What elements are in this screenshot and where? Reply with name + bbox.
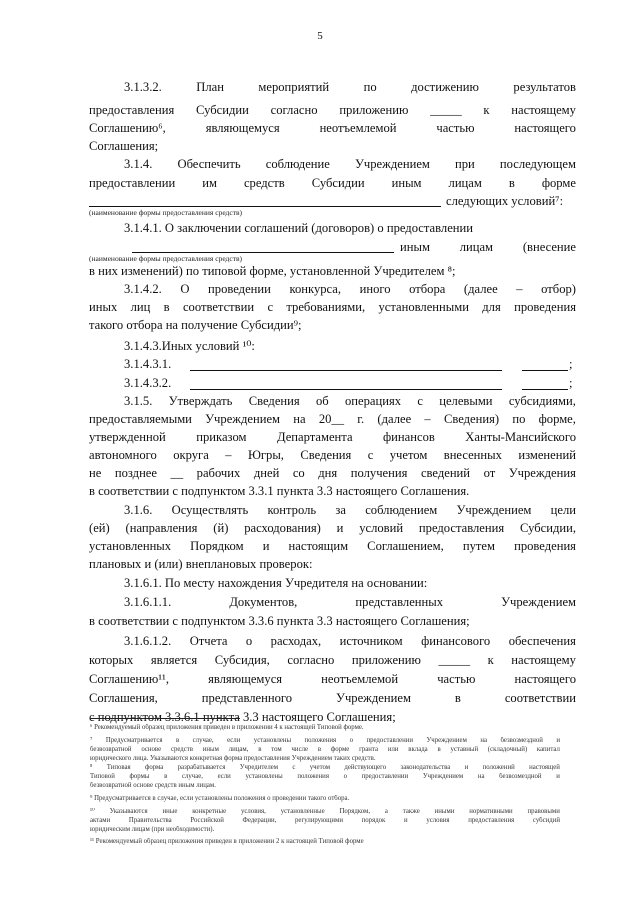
word: субсидиями, xyxy=(508,394,576,408)
word: отбор) xyxy=(541,282,576,296)
word: Федерации, xyxy=(242,817,277,824)
word: конкретные xyxy=(192,808,227,815)
word: актами xyxy=(90,817,111,824)
word: цели xyxy=(550,503,576,517)
footnote-8-line-3: безвозвратной основе средств иным лицам. xyxy=(90,782,216,789)
word: регулирующими xyxy=(295,817,343,824)
word: сведений xyxy=(420,466,471,480)
word: Соглашению¹¹, xyxy=(89,672,169,686)
word: Учреждением xyxy=(501,595,576,609)
word: Типовой xyxy=(90,773,115,780)
word: случае, xyxy=(192,737,214,744)
word: Порядком xyxy=(190,539,244,553)
word: и xyxy=(404,817,408,824)
word: Российской xyxy=(190,817,224,824)
blank-line xyxy=(89,206,441,207)
word: последующем xyxy=(499,157,576,171)
word: (внесение xyxy=(522,240,576,254)
para-3-1-4-1-line-2-end xyxy=(400,240,576,255)
word: числе xyxy=(291,746,308,753)
para-3-1-3-2-line-1 xyxy=(124,80,576,95)
word: автономного xyxy=(89,448,157,462)
word: предоставлении xyxy=(361,773,409,780)
word: условий xyxy=(359,521,404,535)
word: представленного xyxy=(201,691,293,705)
word: достижению xyxy=(411,80,479,94)
para-3-1-5-line-6: в соответствии с подпунктом 3.3.1 пункта 3.3 настоящего Соглашения. xyxy=(89,484,470,498)
para-3-1-4-3-2: 3.1.4.3.2. xyxy=(124,376,172,390)
para-3-1-4-3: 3.1.4.3.Иных условий ¹⁰: xyxy=(124,339,255,353)
para-3-1-6-line-4: плановых и (или) внеплановых проверок: xyxy=(89,557,313,571)
word: на xyxy=(477,773,485,780)
word: к xyxy=(483,103,490,117)
blank-line xyxy=(190,389,502,390)
footnote-8-line-1 xyxy=(90,764,560,772)
word: 3.1.4.2. xyxy=(124,282,162,296)
word: по xyxy=(512,412,526,426)
word: иными xyxy=(434,808,455,815)
para-3-1-4-3-1: 3.1.4.3.1. xyxy=(124,357,172,371)
word: Учредителем xyxy=(239,764,279,771)
word: положения xyxy=(297,773,329,780)
footnote-10-line-1 xyxy=(90,808,560,816)
word: (складочный) xyxy=(487,746,528,753)
word: в xyxy=(163,300,170,314)
word: в xyxy=(508,176,515,190)
word: 3.1.6.1.2. xyxy=(124,634,172,648)
blank-line xyxy=(132,252,394,253)
para-3-1-3-2-line-4: Соглашения; xyxy=(89,139,159,153)
word: форма xyxy=(144,764,164,771)
para-3-1-6-1-1-line-1 xyxy=(124,595,576,610)
word: дня xyxy=(318,466,338,480)
word: соблюдением xyxy=(365,503,438,517)
word: Соглашения, xyxy=(89,691,158,705)
word: том xyxy=(271,746,282,753)
footnote-7-line-3: юридического лица. Указываются конкретная форма предоставления Учреждением таких средств. xyxy=(90,755,376,762)
word: безвозмездной xyxy=(499,773,542,780)
word: Субсидия, xyxy=(214,653,270,667)
word: – xyxy=(424,412,431,426)
word: с xyxy=(367,448,374,462)
word: финансового xyxy=(421,634,491,648)
word: средств xyxy=(243,176,285,190)
word: и xyxy=(336,521,344,535)
para-3-1-4-1-line-3: в них изменений) по типовой форме, установленной Учредителем ⁸; xyxy=(89,264,456,278)
word: Обеспечить xyxy=(177,157,241,171)
para-3-1-6-line-3 xyxy=(89,539,576,554)
word: __ xyxy=(170,466,184,480)
word: конкурса, xyxy=(289,282,342,296)
word: гранта xyxy=(359,746,378,753)
word: которых xyxy=(89,653,134,667)
blank-line xyxy=(190,370,502,371)
word: условия xyxy=(426,817,450,824)
word: а xyxy=(384,808,388,815)
word: учетом xyxy=(309,764,331,771)
word: Учреждением xyxy=(205,412,281,426)
word: вклада xyxy=(408,746,428,753)
word: 20__ xyxy=(318,412,345,426)
word: Субсидии, xyxy=(519,521,576,535)
word: настоящему xyxy=(511,653,576,667)
word: являющемуся xyxy=(208,672,283,686)
word: настоящей xyxy=(529,764,560,771)
word: иным xyxy=(202,746,219,753)
word: также xyxy=(402,808,420,815)
word: форме xyxy=(541,176,576,190)
word: Отчета xyxy=(189,634,228,648)
para-3-1-4-line-2 xyxy=(89,176,576,191)
word: если xyxy=(217,773,231,780)
word: субсидий xyxy=(532,817,560,824)
para-3-1-6-1: 3.1.6.1. По месту нахождения Учредителя на основании: xyxy=(124,576,428,590)
word: округа xyxy=(173,448,209,462)
para-3-1-4-line-3-end: следующих условий⁷: xyxy=(446,194,564,208)
word: Сведения xyxy=(248,394,300,408)
para-3-1-6-line-2 xyxy=(89,521,576,536)
word: неотъемлемой xyxy=(321,672,399,686)
footnote-10-line-2 xyxy=(90,817,560,825)
word: План xyxy=(196,80,224,94)
word: иных xyxy=(89,300,118,314)
word: предоставления xyxy=(468,817,515,824)
word: представленных xyxy=(355,595,444,609)
word: являющемуся xyxy=(205,121,280,135)
word: учетом xyxy=(389,448,428,462)
word: ⁷ xyxy=(90,737,93,744)
word: с xyxy=(417,394,423,408)
word: проведения xyxy=(514,300,576,314)
word: установлены xyxy=(253,737,292,744)
footnote-7-line-2 xyxy=(90,746,560,754)
word: частью xyxy=(437,672,476,686)
word: при xyxy=(455,157,475,171)
word: лицам xyxy=(448,176,482,190)
word: предоставляемыми xyxy=(89,412,192,426)
word: получения xyxy=(350,466,408,480)
word: Учреждением xyxy=(426,737,467,744)
word: и xyxy=(262,539,270,553)
para-3-1-3-2-line-3 xyxy=(89,121,576,136)
word: финансов xyxy=(383,430,435,444)
word: лицам xyxy=(459,240,494,254)
word: Департамента xyxy=(276,430,353,444)
word: О xyxy=(180,282,190,296)
word: формы xyxy=(129,773,150,780)
word: установленные xyxy=(280,808,325,815)
word: форме, xyxy=(538,412,576,426)
word: частью xyxy=(436,121,475,135)
word: с xyxy=(292,764,296,771)
word: по xyxy=(363,80,377,94)
word: приложению xyxy=(351,653,421,667)
para-3-1-4-2-line-2 xyxy=(89,300,576,315)
word: (далее xyxy=(463,282,498,296)
word: Югры, xyxy=(247,448,284,462)
word: настоящему xyxy=(511,103,576,117)
word: к xyxy=(487,653,494,667)
word: отбора xyxy=(409,282,446,296)
word: лицам, xyxy=(228,746,249,753)
word: расходования) xyxy=(244,521,321,535)
word: законодательства xyxy=(400,764,451,771)
word: предоставления xyxy=(418,521,505,535)
footnote-9: ⁹ Предусматривается в случае, если установлены положения о проведении такого отбора. xyxy=(90,795,350,802)
word: в xyxy=(454,691,461,705)
word: установлены xyxy=(245,773,283,780)
footnote-11: ¹¹ Рекомендуемый образец приложения приведен в приложении 2 к настоящей Типовой форме xyxy=(90,838,364,845)
word: ¹⁰ xyxy=(90,808,95,815)
word: положения xyxy=(304,737,337,744)
word: позднее xyxy=(114,466,157,480)
para-3-1-5-line-1 xyxy=(124,394,576,409)
word: Учреждением xyxy=(336,691,411,705)
word: предоставлении xyxy=(366,737,413,744)
word: условия, xyxy=(240,808,266,815)
word: в xyxy=(258,746,262,753)
word: контроль xyxy=(267,503,317,517)
para-3-1-5-line-4 xyxy=(89,448,576,463)
word: иным xyxy=(391,176,422,190)
word: о xyxy=(349,737,353,744)
word: Сведения xyxy=(300,448,352,462)
word: настоящего xyxy=(514,672,576,686)
word: положений xyxy=(482,764,515,771)
word: (й) xyxy=(213,521,229,535)
word: капитал xyxy=(536,746,560,753)
word: неотъемлемой xyxy=(319,121,397,135)
word: соответствии xyxy=(182,300,255,314)
word: 3.1.6. xyxy=(124,503,153,517)
word: рабочих xyxy=(196,466,241,480)
footnote-7-line-1 xyxy=(90,737,560,745)
word: проведении xyxy=(208,282,271,296)
word: изменений xyxy=(518,448,576,462)
word: на xyxy=(480,737,488,744)
word: приложению xyxy=(339,103,409,117)
para-3-1-4-2-line-3: такого отбора на получение Субсидии⁹; xyxy=(89,318,302,332)
para-3-1-6-1-2-line-1 xyxy=(124,634,576,649)
semicolon: ; xyxy=(569,357,573,371)
word: обеспечения xyxy=(508,634,576,648)
word: им xyxy=(202,176,217,190)
word: безвозмездной xyxy=(500,737,543,744)
word: Типовая xyxy=(106,764,131,771)
para-3-1-6-line-1 xyxy=(124,503,576,518)
word: действующего xyxy=(344,764,387,771)
word: настоящим xyxy=(288,539,349,553)
word: согласно xyxy=(270,103,318,117)
footnote-10-line-3: юридическим лицам (при необходимости). xyxy=(90,826,215,833)
word: внесенных xyxy=(443,448,502,462)
blank-line xyxy=(522,370,568,371)
word: (направления xyxy=(125,521,198,535)
word: 3.1.3.2. xyxy=(124,80,162,94)
word: является xyxy=(150,653,198,667)
word: Правительства xyxy=(128,817,172,824)
word: 3.1.5. xyxy=(124,394,153,408)
word: Предусматривается xyxy=(105,737,163,744)
word: основе xyxy=(141,746,162,753)
word: ⁸ xyxy=(90,764,93,771)
word: путем xyxy=(462,539,495,553)
word: предоставления xyxy=(89,103,175,117)
word: приказом xyxy=(196,430,247,444)
word: (далее xyxy=(377,412,412,426)
para-3-1-4-1-line-1: 3.1.4.1. О заключении соглашений (договоров) о предоставлении xyxy=(124,221,474,235)
word: результатов xyxy=(513,80,576,94)
word: иного xyxy=(359,282,391,296)
word: _____ xyxy=(438,653,470,667)
para-3-1-4-2-line-1 xyxy=(124,282,576,297)
semicolon: ; xyxy=(569,376,573,390)
word: Субсидии xyxy=(311,176,365,190)
word: и xyxy=(464,764,469,771)
word: о xyxy=(343,773,347,780)
word: случае, xyxy=(181,773,203,780)
word: _____ xyxy=(430,103,462,117)
word: Соглашением, xyxy=(367,539,444,553)
word: не xyxy=(89,466,102,480)
word: иным xyxy=(400,240,430,254)
word: если xyxy=(227,737,241,744)
word: (ей) xyxy=(89,521,110,535)
word: мероприятий xyxy=(258,80,330,94)
word: – xyxy=(516,282,523,296)
word: для xyxy=(482,300,501,314)
word: Указываются xyxy=(109,808,148,815)
word: Учреждением xyxy=(355,157,430,171)
footnote-8-line-2 xyxy=(90,773,560,781)
word: операциях xyxy=(344,394,402,408)
word: с xyxy=(267,300,274,314)
word: или xyxy=(387,746,399,753)
word: соответствии xyxy=(504,691,576,705)
page-number: 5 xyxy=(317,30,323,42)
word: уставный xyxy=(450,746,479,753)
word: разрабатывается xyxy=(177,764,226,771)
word: лиц xyxy=(130,300,151,314)
word: и xyxy=(556,773,560,780)
word: Документов, xyxy=(229,595,298,609)
para-3-1-5-line-5 xyxy=(89,466,576,481)
word: нормативными xyxy=(469,808,513,815)
footnote-separator xyxy=(90,718,240,719)
word: средств xyxy=(170,746,193,753)
para-3-1-5-line-3 xyxy=(89,430,576,445)
word: на xyxy=(293,412,306,426)
word: правовыми xyxy=(527,808,560,815)
word: Учреждения xyxy=(508,466,576,480)
word: Учреждением xyxy=(456,503,532,517)
para-3-1-6-1-2-line-2 xyxy=(89,653,576,668)
word: Порядком, xyxy=(339,808,371,815)
word: Утверждать xyxy=(168,394,233,408)
word: Субсидии xyxy=(196,103,249,117)
word: соблюдение xyxy=(265,157,330,171)
para-3-1-5-line-2 xyxy=(89,412,576,427)
blank-line xyxy=(522,389,568,390)
word: безвозвратной xyxy=(90,746,132,753)
word: согласно xyxy=(287,653,335,667)
word: от xyxy=(483,466,496,480)
para-3-1-4-line-1 xyxy=(124,157,576,172)
word: установленными xyxy=(378,300,469,314)
para-3-1-3-2-line-2 xyxy=(89,103,576,118)
word: Ханты-Мансийского xyxy=(465,430,576,444)
footnote-6: ⁶ Рекомендуемый образец приложения приведен в приложении 4 к настоящей Типовой форме. xyxy=(90,724,364,731)
word: г. xyxy=(357,412,365,426)
word: в xyxy=(175,737,180,744)
word: об xyxy=(315,394,329,408)
word: – xyxy=(225,448,232,462)
word: установленных xyxy=(89,539,172,553)
word: Сведения) xyxy=(443,412,500,426)
word: со xyxy=(292,466,305,480)
word: расходах, xyxy=(270,634,322,648)
word: проведения xyxy=(514,539,576,553)
word: о xyxy=(245,634,253,648)
word: иные xyxy=(162,808,178,815)
word: настоящего xyxy=(514,121,576,135)
word: целевыми xyxy=(439,394,493,408)
para-3-1-6-1-2-line-4 xyxy=(89,691,576,706)
caption-form-name: (наименование формы предоставления средств) xyxy=(89,208,243,217)
word: в xyxy=(437,746,441,753)
para-3-1-6-1-2-line-5: с подпунктом 3.3.6.1 пункта 3.3 настоящего Соглашения; xyxy=(89,710,396,724)
word: форме xyxy=(330,746,350,753)
word: Осуществлять xyxy=(171,503,249,517)
word: Учреждением xyxy=(422,773,464,780)
word: в xyxy=(317,746,322,753)
word: порядок xyxy=(361,817,386,824)
word: 3.1.4. xyxy=(124,157,153,171)
word: утвержденной xyxy=(89,430,166,444)
para-3-1-6-1-2-line-3 xyxy=(89,672,576,687)
para-3-1-6-1-1-line-2: в соответствии с подпунктом 3.3.6 пункта 3.3 настоящего Соглашения; xyxy=(89,614,470,628)
word: 3.1.6.1.1. xyxy=(124,595,172,609)
word: требованиями, xyxy=(286,300,366,314)
word: в xyxy=(164,773,168,780)
word: Соглашению⁶, xyxy=(89,121,166,135)
word: источником xyxy=(339,634,403,648)
word: за xyxy=(335,503,346,517)
word: и xyxy=(556,737,560,744)
word: дней xyxy=(253,466,280,480)
word: предоставлении xyxy=(89,176,176,190)
caption-form-name: (наименование формы предоставления средств) xyxy=(89,254,243,263)
